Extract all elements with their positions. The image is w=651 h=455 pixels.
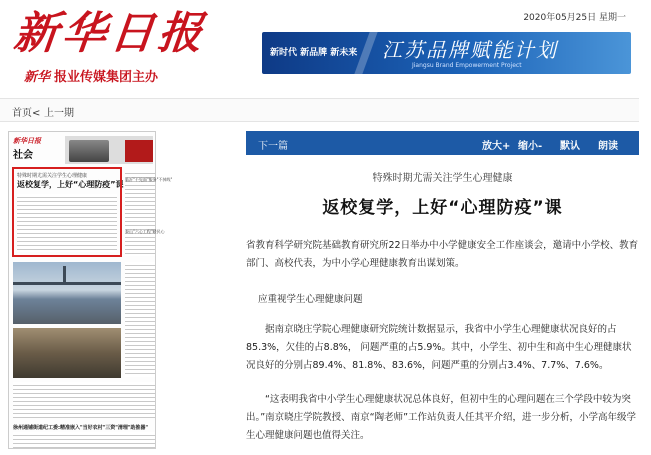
thumb-bridge-deck [13, 282, 121, 285]
article-kicker: 特殊时期尤需关注学生心理健康 [372, 173, 513, 184]
banner-slogan: 新时代 新品牌 新未来 [270, 48, 358, 58]
thumb-article-kicker: 特殊时期尤需关注学生心理健康 [17, 173, 88, 179]
zoom-out-button[interactable]: 缩小- [518, 141, 543, 152]
brand-banner[interactable] [262, 32, 631, 74]
article-toolbar [246, 131, 639, 155]
thumb-top-photo [69, 140, 109, 162]
subtitle-text: 报业传媒集团主办 [54, 70, 159, 85]
thumb-bridge-photo [13, 262, 121, 324]
issue-nav [0, 98, 639, 122]
home-link[interactable]: 首页< [12, 108, 41, 119]
thumb-red-block [125, 140, 153, 162]
site-header [0, 0, 639, 92]
banner-calligraphy: 江苏品牌赋能计划 [382, 38, 558, 62]
publisher-subtitle [24, 66, 158, 85]
article-panel [246, 131, 639, 455]
thumb-footer-text[interactable] [13, 432, 155, 448]
logo[interactable] [11, 6, 254, 88]
thumb-bridge-tower [63, 266, 66, 284]
thumb-masthead: 新华日报 [13, 137, 41, 145]
thumb-lower-text[interactable] [13, 382, 155, 418]
thumb-section: 社会 [13, 150, 33, 161]
article-title: 返校复学，上好“心理防疫”课 [322, 198, 563, 218]
issue-date: 2020年05月25日 星期一 [523, 13, 626, 23]
article-subheading: 应重视学生心理健康问题 [258, 294, 363, 305]
page-thumbnail[interactable] [8, 131, 173, 449]
thumb-right-column-2[interactable] [125, 262, 155, 377]
subtitle-mini-logo: 新华 [24, 70, 51, 85]
thumb-people-photo [13, 328, 121, 378]
logo-text: 新华日报 [11, 8, 209, 59]
next-article-link[interactable]: 下一篇 [258, 141, 288, 152]
zoom-in-button[interactable]: 放大+ [482, 141, 511, 152]
article-paragraph-2: 据南京晓庄学院心理健康研究院统计数据显示，我省中小学生心理健康状况良好的占85.3%，欠佳的占8.8%， 问题严重的占5.9%。其中，小学生、初中生和高中生心理健康状况良好的分别占89.4%、81.8%、83.6%，问题严重的分别占3.4%、7.7%、7.6%。 [246, 324, 632, 371]
read-aloud-button[interactable]: 朗读 [598, 141, 618, 152]
prev-issue-link[interactable]: 上一期 [44, 108, 74, 119]
thumb-footer-headline[interactable]: 徐州通铺街道纪工委:精准嵌入"当好农村"三资"清理"助推器" [13, 425, 149, 431]
thumb-right-caption-2: 泰山"六心工程"暖民心 [125, 229, 165, 234]
thumb-right-caption-1: 临沂"不见面"服务"不掉线" [125, 177, 173, 182]
thumb-article-highlight[interactable] [12, 167, 122, 257]
default-size-button[interactable]: 默认 [560, 141, 580, 152]
banner-english: Jiangsu Brand Empowerment Project [412, 62, 522, 69]
thumb-article-title: 返校复学，上好“心理防疫”课 [17, 180, 124, 189]
article-paragraph-3: “这表明我省中小学生心理健康状况总体良好，但初中生的心理问题在三个学段中较为突出。”南京晓庄学院教授、南京“陶老师”工作站负责人任其平介绍，进一步分析，小学高年级学生心理健康问题也值得关注。 [246, 394, 637, 441]
banner-stripe [354, 32, 377, 74]
article-paragraph-1: 省教育科学研究院基础教育研究所22日举办中小学健康安全工作座谈会，邀请中小学校、教育部门、高校代表，为中小学心理健康教育出谋划策。 [246, 240, 639, 269]
